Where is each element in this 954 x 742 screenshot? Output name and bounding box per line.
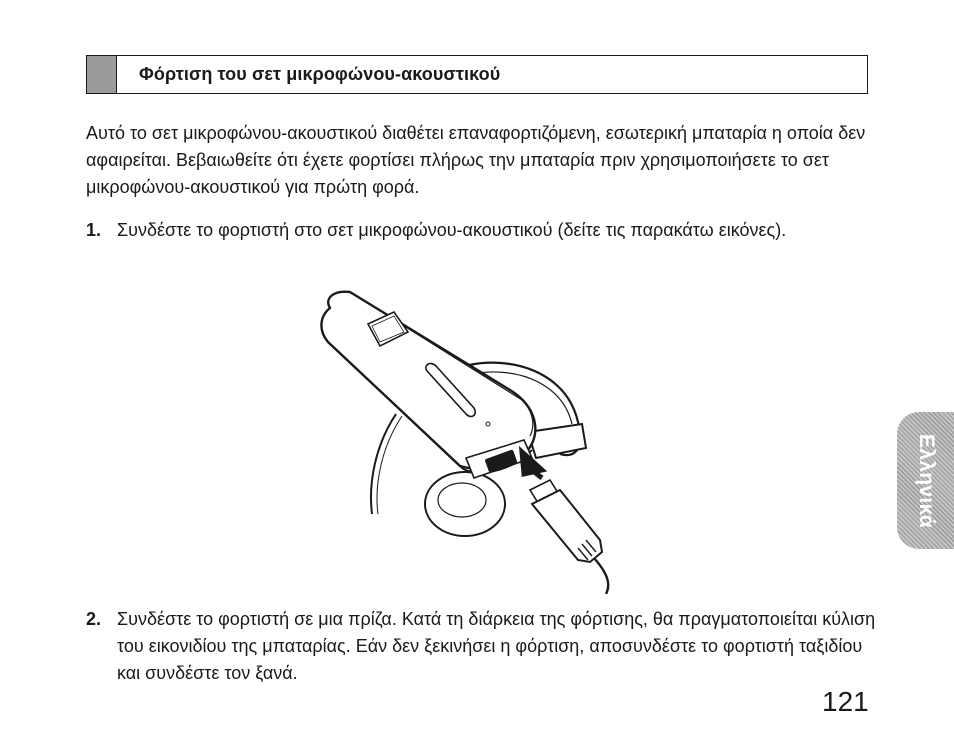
step-1-text: Συνδέστε το φορτιστή στο σετ μικροφώνου-ακουστικού (δείτε τις παρακάτω εικόνες). [117, 220, 787, 240]
headset-body [321, 292, 535, 470]
step-2 [86, 606, 876, 687]
language-tab-label: Ελληνικά [914, 433, 938, 528]
page-number: 121 [822, 686, 869, 717]
step-2-text: Συνδέστε το φορτιστή σε μια πρίζα. Κατά τη διάρκεια της φόρτισης, θα πραγματοποιείται κύλιση του εικονιδίου της μπαταρίας. Εάν δεν ξεκινήσει η φόρτιση, αποσυνδέστε το φορτιστή ταξιδίου και συνδέστε τον ξανά. [117, 609, 876, 683]
section-title: Φόρτιση του σετ μικροφώνου-ακουστικού [139, 64, 501, 84]
step-1-number: 1. [86, 220, 102, 240]
charger-cable [594, 558, 608, 594]
step-1 [86, 217, 876, 244]
headset-charging-illustration [310, 282, 610, 594]
earbud [425, 472, 505, 536]
intro-paragraph: Αυτό το σετ μικροφώνου-ακουστικού διαθέτει επαναφορτιζόμενη, εσωτερική μπαταρία η οποία δεν αφαιρείται. Βεβαιωθείτε ότι έχετε φορτίσει πλήρως την μπαταρία πριν χρησιμοποιήσετε το σετ μικροφώνου-ακουστικού για πρώτη φορά. [86, 123, 866, 197]
step-2-number: 2. [86, 609, 102, 629]
heading-tab-marker [87, 56, 117, 93]
section-heading [86, 55, 868, 94]
language-tab [897, 412, 954, 549]
ear-wire [371, 414, 396, 514]
